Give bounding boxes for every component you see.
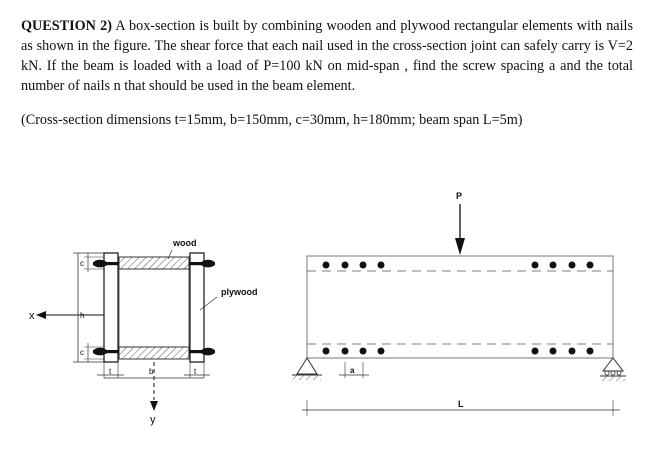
beam-elevation — [292, 191, 626, 416]
t-right-label: t — [194, 367, 197, 376]
y-axis-label: y — [150, 414, 156, 426]
t-left-label: t — [109, 367, 112, 376]
x-axis-arrow — [36, 311, 46, 319]
wood-label: wood — [173, 238, 197, 248]
load-arrow-head — [455, 238, 465, 255]
left-plywood-web — [104, 253, 118, 362]
y-axis-arrow — [150, 401, 158, 411]
cross-section — [29, 238, 258, 426]
b-label: b — [149, 367, 154, 376]
top-wood-flange — [119, 257, 189, 269]
spacing-a-label: a — [350, 366, 355, 375]
h-label: h — [80, 311, 85, 320]
load-label: P — [456, 191, 463, 201]
plywood-label: plywood — [221, 287, 258, 297]
c-top-label: c — [80, 259, 84, 268]
roller-support-right — [600, 358, 626, 381]
question-heading: QUESTION 2) — [21, 18, 112, 34]
span-L-label: L — [458, 399, 464, 409]
c-bottom-label: c — [80, 348, 84, 357]
question-body: A box-section is built by combining wooden and plywood rectangular elements with nails as shown in the figure. The shear force that each nail used in the cross-section joint can safely carry is V=2 kN. If the beam is loaded with a load of P=100 kN on mid-span , find the screw spacing a and the total number of nails n that should be used in the beam element. — [21, 18, 634, 94]
bottom-wood-flange — [119, 347, 189, 359]
pin-support-left — [292, 358, 322, 380]
dimensions-text: (Cross-section dimensions t=15mm, b=150mm, c=30mm, h=180mm; beam span L=5m) — [21, 112, 523, 128]
right-plywood-web — [190, 253, 204, 362]
x-axis-label: x — [29, 310, 35, 322]
